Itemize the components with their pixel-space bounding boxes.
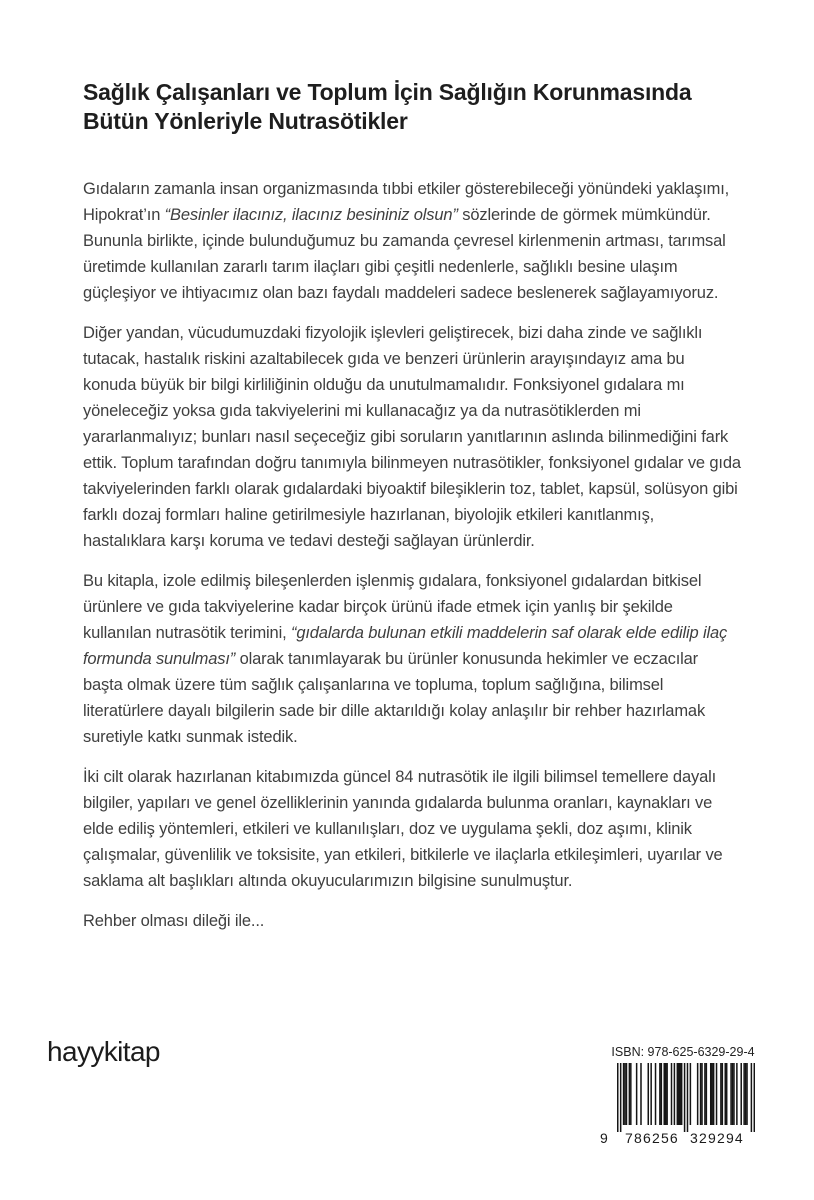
isbn-label: ISBN: 978-625-6329-29-4 bbox=[611, 1045, 755, 1059]
barcode-digit-lead: 9 bbox=[600, 1130, 609, 1146]
barcode-bars-graphic bbox=[617, 1063, 755, 1132]
barcode-digit-left: 786256 bbox=[625, 1130, 679, 1146]
book-title-line-2: Bütün Yönleriyle Nutrasötikler bbox=[83, 108, 408, 134]
paragraph bbox=[83, 764, 741, 894]
quoted-phrase: “gıdalarda bulunan etkili maddelerin saf olarak elde edilip ilaç formunda sunulması” bbox=[83, 624, 728, 668]
paragraph bbox=[83, 908, 741, 934]
book-title-line-1: Sağlık Çalışanları ve Toplum İçin Sağlığın Korunmasında bbox=[83, 79, 692, 105]
publisher-logo: hayykitap bbox=[47, 1036, 160, 1067]
paragraph-text: sözlerinde de görmek mümkündür. Bununla birlikte, içinde bulunduğumuz bu zamanda çevresel kirlenmenin artması, tarımsal üretimde kullanılan zararlı tarım ilaçları gibi çeşitli nedenlerle, sağlıklı besine ulaşım güçleşiyor ve ihtiyacımız olan bazı faydalı maddeleri sadece beslenerek sağlayamıyoruz. bbox=[83, 206, 726, 302]
barcode-digit-right: 329294 bbox=[690, 1130, 744, 1146]
paragraph-text: Rehber olması dileği ile... bbox=[83, 912, 265, 930]
paragraph bbox=[83, 320, 741, 554]
paragraph-text: olarak tanımlayarak bu ürünler konusunda hekimler ve eczacılar başta olmak üzere tüm sağlık çalışanlarına ve topluma, toplum sağlığına, bilimsel literatürlere dayalı bilgilerin sade bir dille aktarıldığı kolay anlaşılır bir rehber hazırlamak suretiyle katkı sunmak istedik. bbox=[83, 650, 706, 746]
book-title bbox=[83, 78, 743, 136]
paragraph bbox=[83, 176, 741, 306]
paragraph-text: Diğer yandan, vücudumuzdaki fizyolojik işlevleri geliştirecek, bizi daha zinde ve sağlıklı tutacak, hastalık riskini azaltabilecek gıda ve benzeri ürünlerin arayışındayız ama bu konuda büyük bir bilgi kirliliğinin olduğu da unutulmamalıdır. Fonksiyonel gıdalara mı yöneleceğiz yoksa gıda takviyelerini mi kullanacağız ya da nutrasötiklerden mi yararlanmalıyız; bunları nasıl seçeceğiz gibi soruların yanıtlarının aslında bilinmediğini fark ettik. Toplum tarafından doğru tanımıyla bilinmeyen nutrasötikler, fonksiyonel gıdalar ve gıda takviyelerinden farklı olarak gıdalardaki biyoaktif bileşiklerin toz, tablet, kapsül, solüsyon gibi farklı dozaj formları haline getirilmesiyle hazırlanan, biyolojik etkileri kanıtlanmış, hastalıklara karşı koruma ve tedavi desteği sağlayan ürünlerdir. bbox=[83, 324, 741, 550]
paragraph-text: Bu kitapla, izole edilmiş bileşenlerden işlenmiş gıdalara, fonksiyonel gıdalardan bitkisel ürünlere ve gıda takviyelerine kadar birçok ürünü ifade etmek için yanlış bir şekilde kullanılan nutrasötik terimini, bbox=[83, 572, 702, 642]
paragraph-text: Gıdaların zamanla insan organizmasında tıbbi etkiler gösterebileceği yönündeki yaklaşımı, Hipokrat’ın bbox=[83, 180, 730, 224]
paragraph-text: İki cilt olarak hazırlanan kitabımızda güncel 84 nutrasötik ile ilgili bilimsel temellere dayalı bilgiler, yapıları ve genel özelliklerinin yanında gıdalarda bulunma oranları, kaynakları ve elde ediliş yöntemleri, etkileri ve kullanılışları, doz ve uygulama şekli, doz aşımı, klinik çalışmalar, güvenlilik ve toksisite, yan etkileri, bitkilerle ve ilaçlarla etkileşimleri, uyarılar ve saklama alt başlıkları altında okuyucularımızın bilgisine sunulmuştur. bbox=[83, 768, 723, 890]
description-text bbox=[83, 176, 743, 934]
isbn-barcode bbox=[598, 1045, 758, 1145]
paragraph bbox=[83, 568, 741, 750]
cover-content bbox=[83, 78, 743, 948]
barcode-svg bbox=[617, 1063, 755, 1132]
quoted-phrase: “Besinler ilacınız, ilacınız besininiz olsun” bbox=[164, 206, 458, 224]
